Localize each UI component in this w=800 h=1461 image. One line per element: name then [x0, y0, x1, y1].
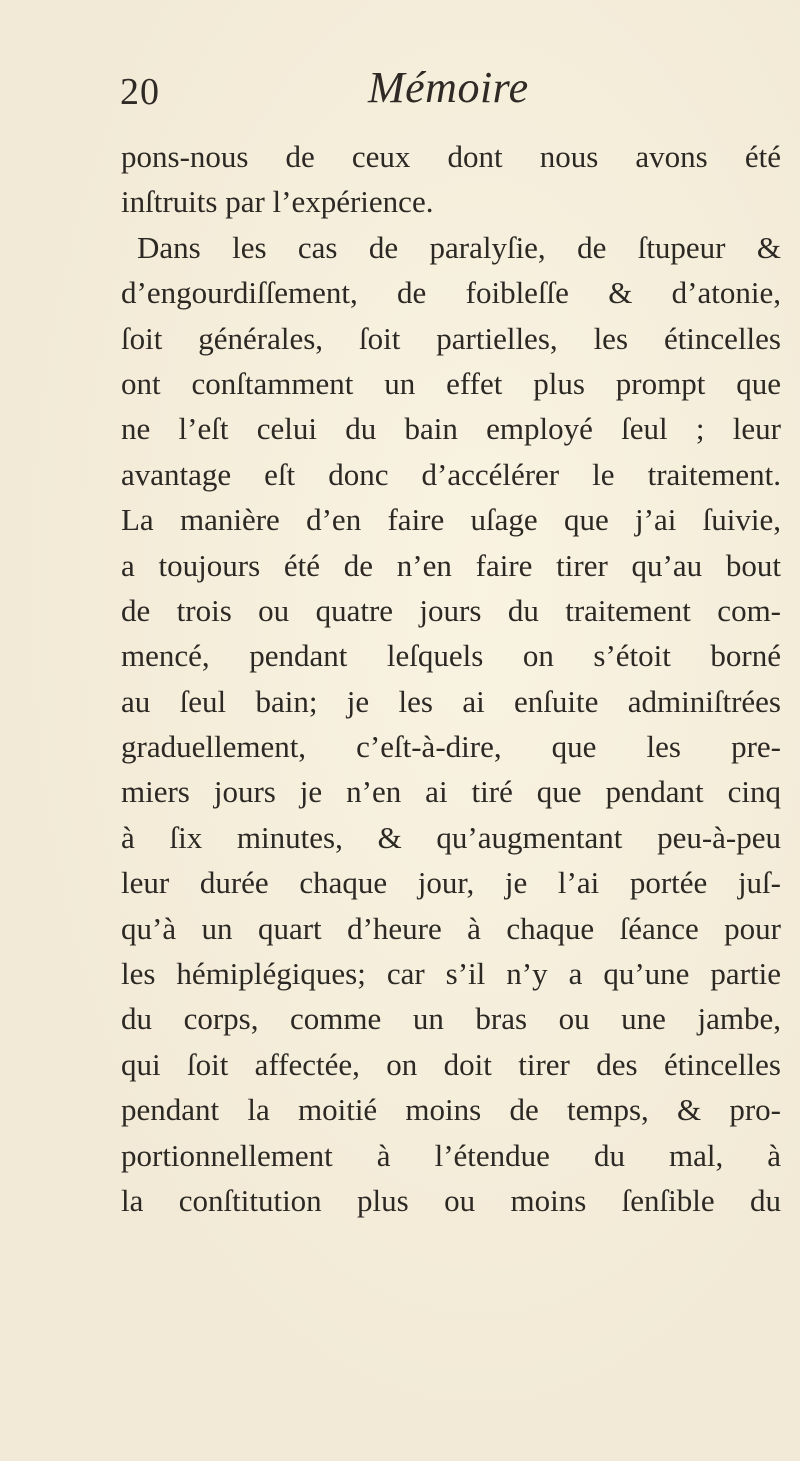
text-line: la conſtitution plus ou moins ſenſible du — [121, 1182, 781, 1218]
text-line: de trois ou quatre jours du traitement com- — [121, 592, 781, 628]
text-line: qu’à un quart d’heure à chaque ſéance pour — [121, 910, 781, 946]
text-line: inſtruits par l’expérience. — [121, 184, 434, 220]
text-line: mencé, pendant leſquels on s’étoit borné — [121, 638, 781, 674]
text-line: qui ſoit affectée, on doit tirer des étincelles — [121, 1046, 781, 1082]
text-line: La manière d’en faire uſage que j’ai ſuivie, — [121, 502, 781, 538]
body-text — [121, 134, 781, 1223]
text-line: au ſeul bain; je les ai enſuite adminiſtrées — [121, 683, 781, 719]
text-line: Dans les cas de paralyſie, de ſtupeur & — [137, 229, 781, 265]
page-number: 20 — [120, 71, 160, 113]
text-line: pendant la moitié moins de temps, & pro- — [121, 1092, 781, 1128]
text-line: a toujours été de n’en faire tirer qu’au bout — [121, 547, 781, 583]
text-line: portionnellement à l’étendue du mal, à — [121, 1137, 781, 1173]
text-line: graduellement, c’eſt-à-dire, que les pre- — [121, 729, 781, 765]
text-line: leur durée chaque jour, je l’ai portée juſ- — [121, 865, 781, 901]
text-line: d’engourdiſſement, de foibleſſe & d’atonie, — [121, 275, 781, 311]
text-line: pons-nous de ceux dont nous avons été — [121, 139, 781, 174]
text-line: ſoit générales, ſoit partielles, les étincelles — [121, 320, 781, 356]
running-head — [0, 60, 800, 120]
text-line: avantage eſt donc d’accélérer le traitement. — [121, 456, 781, 492]
text-line: ne l’eſt celui du bain employé ſeul ; leur — [121, 411, 781, 447]
text-line: à ſix minutes, & qu’augmentant peu-à-peu — [121, 819, 781, 855]
text-line: miers jours je n’en ai tiré que pendant cinq — [121, 774, 781, 810]
text-line: les hémiplégiques; car s’il n’y a qu’une partie — [121, 956, 781, 992]
text-line: du corps, comme un bras ou une jambe, — [121, 1001, 781, 1037]
text-line: ont conſtamment un effet plus prompt que — [121, 365, 781, 401]
running-title: Mémoire — [368, 63, 529, 112]
